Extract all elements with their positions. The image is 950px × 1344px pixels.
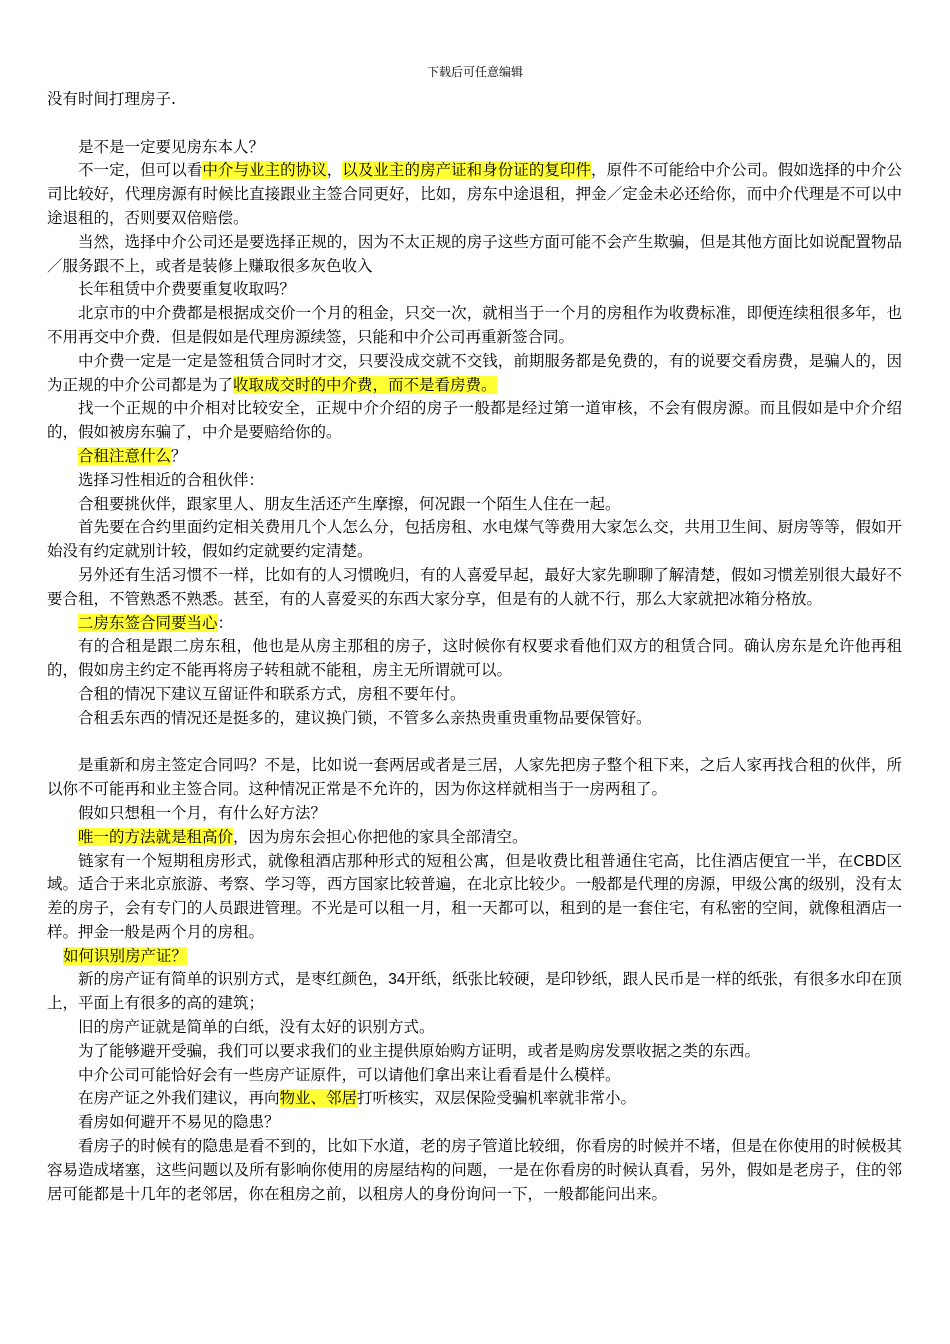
paragraph: [47, 968, 902, 1016]
text-run: ，因为房东会担心你把他的家具全部清空。: [233, 827, 528, 846]
text-run: 在房产证之外我们建议，再向: [78, 1089, 280, 1108]
paragraph: 北京市的中介费都是根据成交价一个月的租金，只交一次，就相当于一个月的房租作为收费标准，即便连续租很多年，也不用再交中介费．但是假如是代理房源续签，只能和中介公司再重新签合同。: [47, 304, 902, 346]
text-run: 不一定，但可以看: [78, 161, 203, 180]
document-body: [47, 88, 902, 1206]
highlighted-text: 物业、邻居: [279, 1089, 358, 1108]
text-run: 新的房产证有简单的识别方式，是枣红颜色，: [78, 970, 389, 989]
text-run: 开纸，纸张比较硬，是印钞纸，跟人民币是一样的纸张，有很多水印在顶上，平面上有很多的高的建筑；: [47, 970, 902, 1013]
paragraph: 合租要挑伙伴，跟家里人、朋友生活还产生摩擦，何况跟一个陌生人住在一起。: [78, 494, 621, 513]
paragraph: 中介公司可能恰好会有一些房产证原件，可以请他们拿出来让看看是什么模样。: [78, 1065, 621, 1084]
paragraph: 首先要在合约里面约定相关费用几个人怎么分，包括房租、水电煤气等费用大家怎么交，共用卫生间、厨房等等，假如开始没有约定就别计较，假如约定就要约定清楚。: [47, 518, 902, 561]
paragraph: [47, 850, 902, 945]
text-run: ？: [171, 446, 187, 465]
text-run: 34: [388, 971, 406, 989]
highlighted-text: 如何识别房产证？: [63, 946, 188, 965]
text-run: 打听核实，双层保险受骗机率就非常小。: [357, 1089, 637, 1108]
text-run: ，: [326, 161, 343, 180]
paragraph: [47, 1087, 902, 1111]
question-heading: 是不是一定要见房东本人？: [78, 137, 265, 156]
paragraph: 旧的房产证就是简单的白纸，没有太好的识别方式。: [78, 1018, 435, 1037]
paragraph: 找一个正规的中介相对比较安全，正规中介介绍的房子一般都是经过第一道审核，不会有假房源。而且假如是中介介绍的，假如被房东骗了，中介是要赔给你的。: [47, 399, 902, 442]
page-header: 下载后可任意编辑: [426, 65, 523, 79]
section-heading: [47, 445, 902, 469]
paragraph: 有的合租是跟二房东租，他也是从房主那租的房子，这时候你有权要求看他们双方的租赁合同。确认房东是允许他再租的，假如房主约定不能再将房子转租就不能租，房主无所谓就可以。: [47, 637, 902, 680]
blank-line: [47, 112, 902, 136]
paragraph: 是重新和房主签定合同吗？不是，比如说一套两居或者是三居，人家先把房子整个租下来，之后人家再找合租的伙伴，所以你不可能再和业主签合同。这种情况正常是不允许的，因为你这样就相当于一房两租了。: [47, 756, 902, 799]
section-heading: [47, 945, 902, 969]
question-heading: 假如只想租一个月，有什么好方法？: [78, 803, 327, 822]
paragraph: [47, 159, 902, 230]
text-run: CBD: [853, 852, 887, 870]
paragraph: 合租丢东西的情况还是挺多的，建议换门锁，不管多么亲热贵重贵重物品要保管好。: [78, 708, 652, 727]
highlighted-text: 二房东签合同要当心: [78, 613, 218, 632]
text-run: 区域。适合于来北京旅游、考察、学习等，西方国家比较普遍，在北京比较少。一般都是代理的房源，甲级公寓的级别，没有太差的房子，会有专门的人员跟进管理。不光是可以租一月，租一天都可以，租到的是一套住宅，有私密的空间，就像租酒店一样。押金一般是两个月的房租。: [47, 851, 902, 941]
question-heading: 长年租赁中介费要重复收取吗？: [78, 280, 296, 299]
question-heading: 看房如何避开不易见的隐患？: [78, 1113, 280, 1132]
blank-line: [47, 731, 902, 755]
highlighted-text: 中介与业主的协议: [202, 161, 327, 180]
highlighted-text: 以及业主的房产证和身份证的复印件: [342, 161, 592, 180]
paragraph: [47, 826, 902, 850]
paragraph: 当然，选择中介公司还是要选择正规的，因为不太正规的房子这些方面可能不会产生欺骗，但是其他方面比如说配置物品／服务跟不上，或者是装修上赚取很多灰色收入: [47, 232, 902, 275]
highlighted-text: 唯一的方法就是租高价: [78, 827, 234, 846]
paragraph: 没有时间打理房子.: [47, 90, 176, 108]
highlighted-text: 收取成交时的中介费，而不是看房费。: [233, 375, 497, 394]
paragraph: 看房子的时候有的隐患是看不到的，比如下水道，老的房子管道比较细，你看房的时候并不堵，但是在你使用的时候极其容易造成堵塞，这些问题以及所有影响你使用的房屋结构的问题，一是在你看房的时候认真看，另外，假如是老房子，住的邻居可能都是十几年的老邻居，你在租房之前，以租房人的身份询问一下，一般都能问出来。: [47, 1137, 902, 1203]
paragraph: 为了能够避开受骗，我们可以要求我们的业主提供原始购方证明，或者是购房发票收据之类的东西。: [78, 1041, 761, 1060]
text-run: ：: [217, 613, 234, 632]
text-run: ，原件不可能给中介公司。假如选择的中介公司比较好，代理房源有时候比直接跟业主签合同更好，比如，房东中途退租，押金／定金未必还给你，而中介代理是不可以中途退租的，否则要双倍赔偿。: [47, 161, 902, 227]
section-heading: [47, 612, 902, 636]
text-run: 链家有一个短期租房形式，就像租酒店那种形式的短租公寓，但是收费比租普通住宅高，比住酒店便宜一半，在: [78, 851, 854, 870]
highlighted-text: 合租注意什么: [78, 446, 172, 465]
text-run: 中介费一定是一定是签租赁合同时才交，只要没成交就不交钱，前期服务都是免费的，有的说要交看房费，是骗人的，因为正规的中介公司都是为了: [47, 351, 902, 394]
paragraph: [47, 350, 902, 398]
paragraph: 合租的情况下建议互留证件和联系方式，房租不要年付。: [78, 684, 466, 703]
paragraph: 选择习性相近的合租伙伴：: [78, 470, 265, 489]
paragraph: 另外还有生活习惯不一样，比如有的人习惯晚归，有的人喜爱早起，最好大家先聊聊了解清楚，假如习惯差别很大最好不要合租，不管熟悉不熟悉。甚至，有的人喜爱买的东西大家分享，但是有的人就不行，那么大家就把冰箱分格放。: [47, 565, 902, 608]
